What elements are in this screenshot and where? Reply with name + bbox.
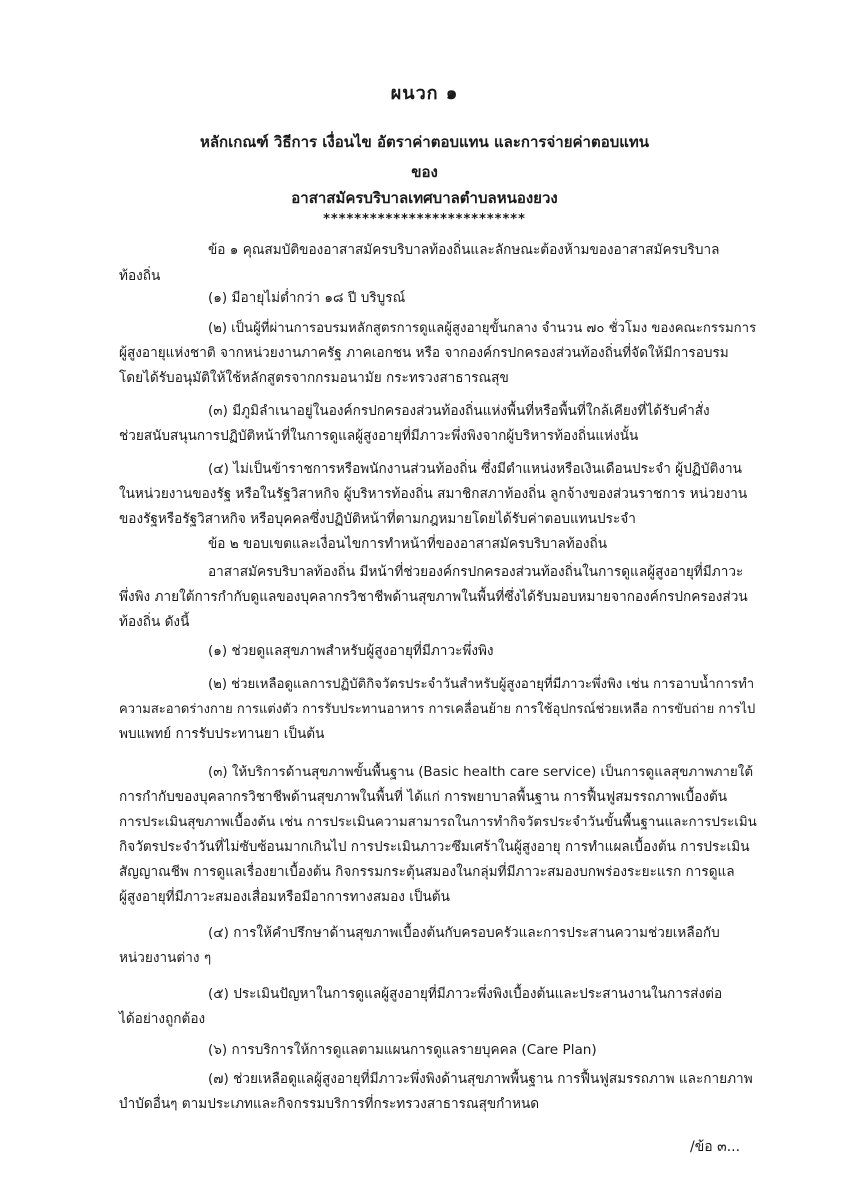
- clause-1-item-2-cont-1: ผู้สูงอายุแห่งชาติ จากหน่วยงานภาครัฐ ภาคเอกชน หรือ จากองค์กรปกครองส่วนท้องถิ่นที่จัดให้มีการอบรม: [119, 345, 729, 361]
- clause-2-item-7-cont: บำบัดอื่นๆ ตามประเภทและกิจกรรมบริการที่กระทรวงสาธารณสุขกำหนด: [119, 1096, 540, 1112]
- separator-stars: **************************: [323, 212, 526, 227]
- clause-1-item-2: (๒) เป็นผู้ที่ผ่านการอบรมหลักสูตรการดูแลผู้สูงอายุขั้นกลาง จำนวน ๗๐ ชั่วโมง ของคณะกรรมการ: [208, 321, 757, 336]
- clause-2-item-4-cont: หน่วยงานต่าง ๆ: [119, 950, 212, 966]
- clause-2-item-5-cont: ได้อย่างถูกต้อง: [119, 1011, 206, 1027]
- clause-2-item-2-cont-2: พบแพทย์ การรับประทานยา เป็นต้น: [119, 726, 325, 742]
- clause-1-item-1: (๑) มีอายุไม่ต่ำกว่า ๑๘ ปี บริบูรณ์: [208, 290, 406, 306]
- clause-2-heading: ข้อ ๒ ขอบเขตและเงื่อนไขการทำหน้าที่ของอาสาสมัครบริบาลท้องถิ่น: [208, 536, 608, 552]
- continued-marker: /ข้อ ๓...: [690, 1139, 741, 1155]
- clause-2-item-6: (๖) การบริการให้การดูแลตามแผนการดูแลรายบุคคล (Care Plan): [208, 1042, 597, 1058]
- clause-1-item-4: (๔) ไม่เป็นข้าราชการหรือพนักงานส่วนท้องถิ่น ซึ่งมีตำแหน่งหรือเงินเดือนประจำ ผู้ปฏิบัติงาน: [208, 461, 742, 477]
- clause-1-item-2-cont-2: โดยได้รับอนุมัติให้ใช้หลักสูตรจากกรมอนามัย กระทรวงสาธารณสุข: [119, 370, 509, 386]
- clause-2-item-3-cont-4: สัญญาณชีพ การดูแลเรื่องยาเบื้องต้น กิจกรรมกระตุ้นสมองในกลุ่มที่มีภาวะสมองบกพร่องระยะแรก การดูแล: [119, 864, 735, 880]
- clause-1-heading-cont: ท้องถิ่น: [119, 268, 161, 284]
- title-line-1: หลักเกณฑ์ วิธีการ เงื่อนไข อัตราค่าตอบแทน และการจ่ายค่าตอบแทน: [199, 133, 650, 151]
- clause-2-item-3: (๓) ให้บริการด้านสุขภาพขั้นพื้นฐาน (Basic health care service) เป็นการดูแลสุขภาพภายใต้: [208, 765, 754, 780]
- clause-2-item-4: (๔) การให้คำปรึกษาด้านสุขภาพเบื้องต้นกับครอบครัวและการประสานความช่วยเหลือกับ: [208, 925, 720, 941]
- clause-2-item-3-cont-2: การประเมินสุขภาพเบื้องต้น เช่น การประเมินความสามารถในการทำกิจวัตรประจำวันขั้นพื้นฐานและการประเมิน: [119, 815, 757, 830]
- clause-2-intro-cont-2: ท้องถิ่น ดังนี้: [119, 614, 190, 630]
- clause-2-item-3-cont-1: การกำกับของบุคลากรวิชาชีพด้านสุขภาพในพื้นที่ ได้แก่ การพยาบาลพื้นฐาน การฟื้นฟูสมรรถภาพเบื้องต้น: [119, 789, 728, 805]
- clause-2-item-2-cont-1: ความสะอาดร่างกาย การแต่งตัว การรับประทานอาหาร การเคลื่อนย้าย การใช้อุปกรณ์ช่วยเหลือ การขับถ่าย การไป: [119, 702, 756, 717]
- clause-2-item-1: (๑) ช่วยดูแลสุขภาพสำหรับผู้สูงอายุที่มีภาวะพึ่งพิง: [208, 643, 494, 659]
- clause-1-item-3: (๓) มีภูมิลำเนาอยู่ในองค์กรปกครองส่วนท้องถิ่นแห่งพื้นที่หรือพื้นที่ใกล้เคียงที่ได้รับคำสั่ง: [208, 403, 710, 419]
- clause-1-item-4-cont-1: ในหน่วยงานของรัฐ หรือในรัฐวิสาหกิจ ผู้บริหารท้องถิ่น สมาชิกสภาท้องถิ่น ลูกจ้างของส่วนราชการ หน่วยงาน: [119, 486, 748, 502]
- clause-1-heading: ข้อ ๑ คุณสมบัติของอาสาสมัครบริบาลท้องถิ่นและลักษณะต้องห้ามของอาสาสมัครบริบาล: [208, 242, 720, 258]
- clause-1-item-3-cont: ช่วยสนับสนุนการปฏิบัติหน้าที่ในการดูแลผู้สูงอายุที่มีภาวะพึ่งพิงจากผู้บริหารท้องถิ่นแห่งนั้น: [119, 428, 639, 444]
- clause-2-item-2: (๒) ช่วยเหลือดูแลการปฏิบัติกิจวัตรประจำวันสำหรับผู้สูงอายุที่มีภาวะพึ่งพิง เช่น การอาบน้ำการทำ: [208, 677, 755, 692]
- clause-2-intro: อาสาสมัครบริบาลท้องถิ่น มีหน้าที่ช่วยองค์กรปกครองส่วนท้องถิ่นในการดูแลผู้สูงอายุที่มีภาวะ: [208, 564, 744, 580]
- clause-2-item-5: (๕) ประเมินปัญหาในการดูแลผู้สูงอายุที่มีภาวะพึ่งพิงเบื้องต้นและประสานงานในการส่งต่อ: [208, 986, 723, 1002]
- title-line-2: ของ: [411, 163, 438, 181]
- clause-2-item-3-cont-5: ผู้สูงอายุที่มีภาวะสมองเสื่อมหรือมีอาการทางสมอง เป็นต้น: [119, 889, 450, 905]
- title-line-3: อาสาสมัครบริบาลเทศบาลตำบลหนองยวง: [291, 189, 558, 207]
- clause-2-item-3-cont-3: กิจวัตรประจำวันที่ไม่ซับซ้อนมากเกินไป การประเมินภาวะซึมเศร้าในผู้สูงอายุ การทำแผลเบื้องต้น การประเมิน: [119, 839, 750, 855]
- clause-1-item-4-cont-2: ของรัฐหรือรัฐวิสาหกิจ หรือบุคคลซึ่งปฏิบัติหน้าที่ตามกฎหมายโดยได้รับค่าตอบแทนประจำ: [119, 511, 636, 527]
- clause-2-intro-cont-1: พึ่งพิง ภายใต้การกำกับดูแลของบุคลากรวิชาชีพด้านสุขภาพในพื้นที่ซึ่งได้รับมอบหมายจากองค์กรปกครองส่วน: [119, 589, 748, 605]
- annex-heading: ผนวก ๑: [390, 83, 459, 104]
- clause-2-item-7: (๗) ช่วยเหลือดูแลผู้สูงอายุที่มีภาวะพึ่งพิงด้านสุขภาพพื้นฐาน การฟื้นฟูสมรรถภาพ และกายภาพ: [208, 1071, 753, 1087]
